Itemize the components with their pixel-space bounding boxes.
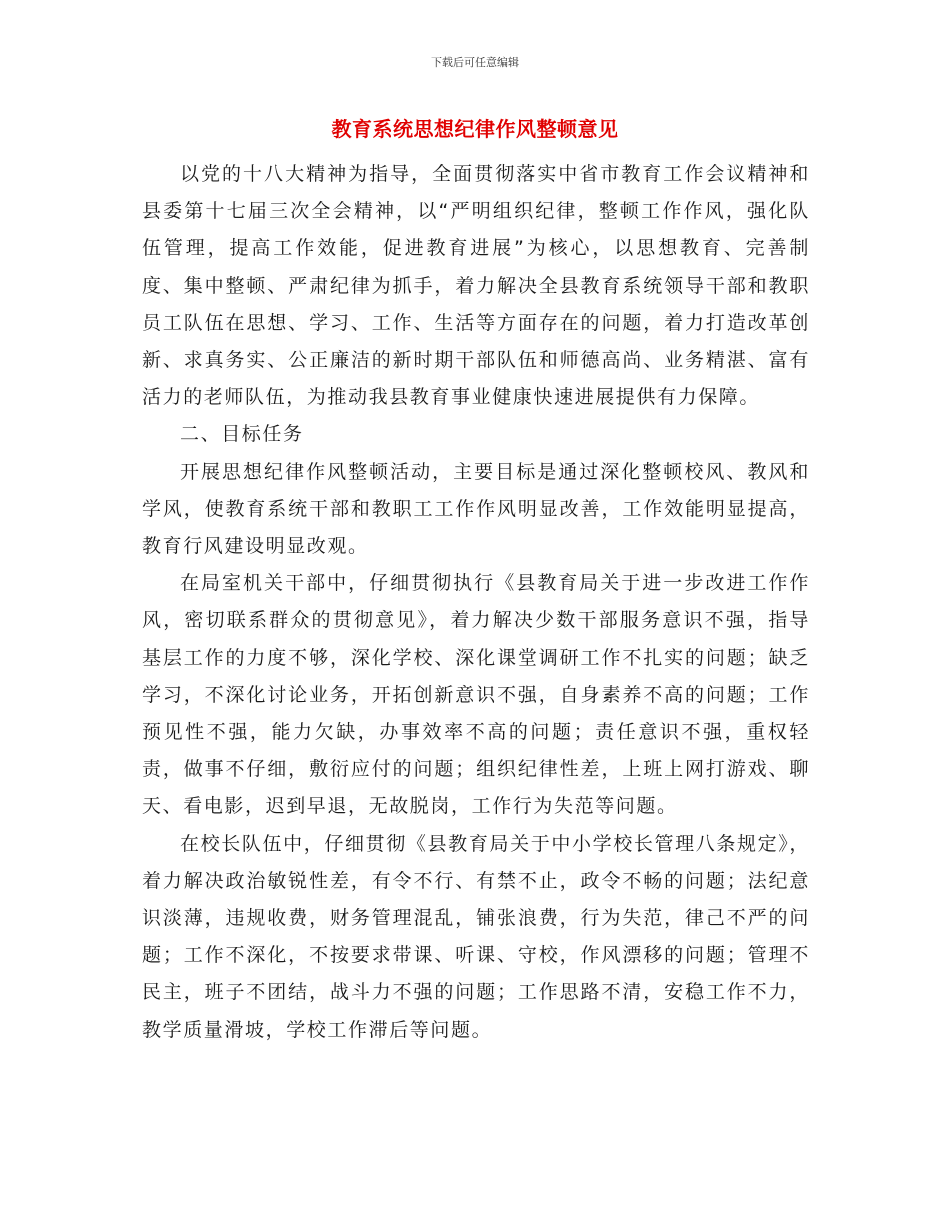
header-note: 下载后可任意编辑: [431, 56, 519, 69]
document-body: [142, 156, 810, 1049]
paragraph-goals: 开展思想纪律作风整顿活动，主要目标是通过深化整顿校风、教风和学风，使教育系统干部和教职工工作作风明显改善，工作效能明显提高，教育行风建设明显改观。: [142, 460, 810, 558]
paragraph-principals: 在校长队伍中，仔细贯彻《县教育局关于中小学校长管理八条规定》，着力解决政治敏锐性差，有令不行、有禁不止，政令不畅的问题；法纪意识淡薄，违规收费，财务管理混乱，铺张浪费，行为失范，律己不严的问题；工作不深化，不按要求带课、听课、守校，作风漂移的问题；管理不民主，班子不团结，战斗力不强的问题；工作思路不清，安稳工作不力，教学质量滑坡，学校工作滞后等问题。: [142, 832, 810, 1041]
document-title: 教育系统思想纪律作风整顿意见: [331, 117, 619, 141]
section-heading-goals: 二、目标任务: [180, 423, 304, 446]
paragraph-intro: 以党的十八大精神为指导，全面贯彻落实中省市教育工作会议精神和县委第十七届三次全会精神，以“严明组织纪律，整顿工作作风，强化队伍管理，提高工作效能，促进教育进展”为核心，以思想教育、完善制度、集中整顿、严肃纪律为抓手，着力解决全县教育系统领导干部和教职员工队伍在思想、学习、工作、生活等方面存在的问题，着力打造改革创新、求真务实、公正廉洁的新时期干部队伍和师德高尚、业务精湛、富有活力的老师队伍，为推动我县教育事业健康快速进展提供有力保障。: [142, 163, 810, 409]
paragraph-bureau-cadres: 在局室机关干部中，仔细贯彻执行《县教育局关于进一步改进工作作风，密切联系群众的贯彻意见》，着力解决少数干部服务意识不强，指导基层工作的力度不够，深化学校、深化课堂调研工作不扎实的问题；缺乏学习，不深化讨论业务，开拓创新意识不强，自身素养不高的问题；工作预见性不强，能力欠缺，办事效率不高的问题；责任意识不强，重权轻责，做事不仔细，敷衍应付的问题；组织纪律性差，上班上网打游戏、聊天、看电影，迟到早退，无故脱岗，工作行为失范等问题。: [142, 572, 810, 818]
